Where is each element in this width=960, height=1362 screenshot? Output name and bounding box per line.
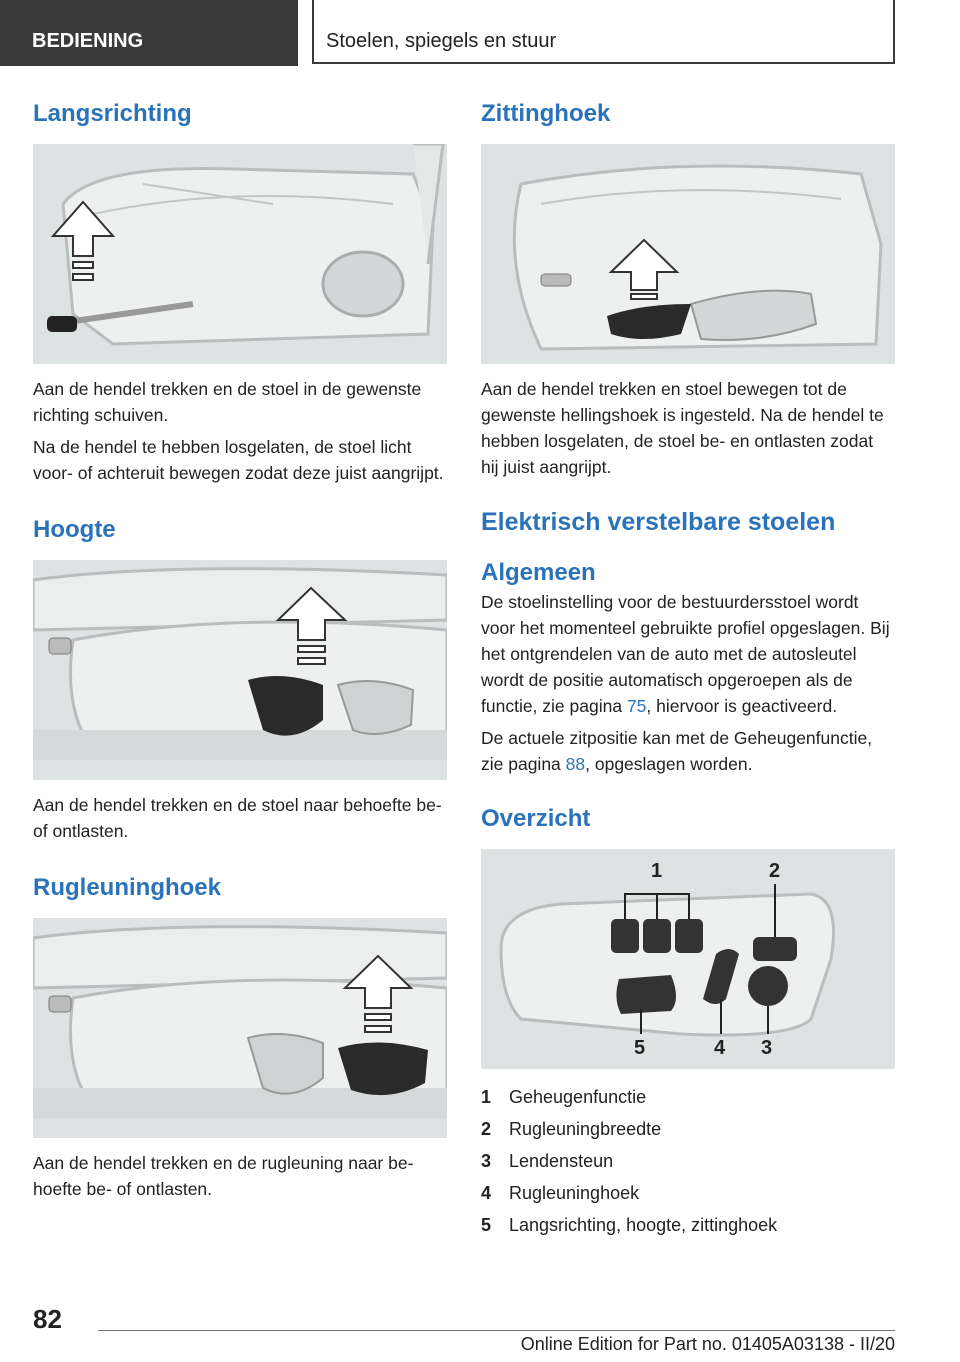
heading-algemeen: Algemeen [481,559,596,586]
legend-item: 1 Geheugenfunctie [481,1087,647,1107]
heading-overzicht: Overzicht [481,805,591,832]
page-link-88[interactable]: 88 [565,754,586,774]
figure-langsrichting [33,144,447,364]
legend-item: 3 Lendensteun [481,1151,614,1171]
seat-illustration-2 [33,560,447,780]
seat-controls-illustration [481,849,895,1069]
section-tab: BEDIENING [0,0,298,66]
legend-list [481,1081,895,1241]
chapter-title: Stoelen, spiegels en stuur [312,0,895,64]
edition-text: Online Edition for Part no. 01405A03138 - II/20 [520,1334,895,1354]
paragraph: De stoelinstelling voor de bestuurdersstoel wordt voor het momenteel gebruikte profiel opgeslagen. Bij het ontgrendelen van de auto met de autosleutel wordt de positie automatisch opgeroepen als de functie, zie pagina 75, hiervoor is geactiveerd. [481,592,890,716]
seat-illustration-4 [481,144,895,364]
heading-rugleuninghoek: Rugleuninghoek [33,874,221,901]
page-header [0,0,960,66]
figure-label-3: 3 [761,1037,773,1059]
seat-illustration-1 [33,144,447,364]
figure-overzicht [481,849,895,1069]
figure-label-5: 5 [634,1037,646,1059]
figure-label-2: 2 [769,860,781,882]
left-column [33,100,447,1202]
heading-zittinghoek: Zittinghoek [481,100,611,127]
page-number: 82 [33,1304,62,1334]
heading-langsrichting: Langsrichting [33,100,192,127]
paragraph: Aan de hendel trekken en de rugleuning naar behoefte be- of ontlasten. [33,1153,414,1199]
right-column [481,100,895,1241]
figure-label-4: 4 [714,1037,726,1059]
figure-zittinghoek [481,144,895,364]
figure-hoogte [33,560,447,780]
paragraph: De actuele zitpositie kan met de Geheugenfunctie, zie pagina 88, opgeslagen worden. [481,728,873,774]
footer-divider [98,1330,895,1331]
paragraph: Aan de hendel trekken en stoel bewegen tot de gewenste hellingshoek is ingesteld. Na de hendel te hebben losgelaten, de stoel be- en ontlasten zodat hij juist aangrijpt. [481,379,884,477]
seat-illustration-3 [33,918,447,1138]
heading-hoogte: Hoogte [33,516,116,543]
paragraph: Aan de hendel trekken en de stoel naar behoefte be- of ontlasten. [33,795,442,841]
legend-item: 4 Rugleuninghoek [481,1183,640,1203]
paragraph: Na de hendel te hebben losgelaten, de stoel licht voor- of achteruit bewegen zodat deze juist aangrijpt. [33,437,444,483]
paragraph: Aan de hendel trekken en de stoel in de gewenste richting schuiven. [33,379,422,425]
legend-item: 2 Rugleuningbreedte [481,1119,662,1139]
heading-elektrisch: Elektrisch verstelbare stoelen [481,508,836,536]
figure-rugleuninghoek [33,918,447,1138]
figure-label-1: 1 [651,860,663,882]
page-link-75[interactable]: 75 [626,696,647,716]
legend-item: 5 Langsrichting, hoogte, zittinghoek [481,1215,778,1235]
